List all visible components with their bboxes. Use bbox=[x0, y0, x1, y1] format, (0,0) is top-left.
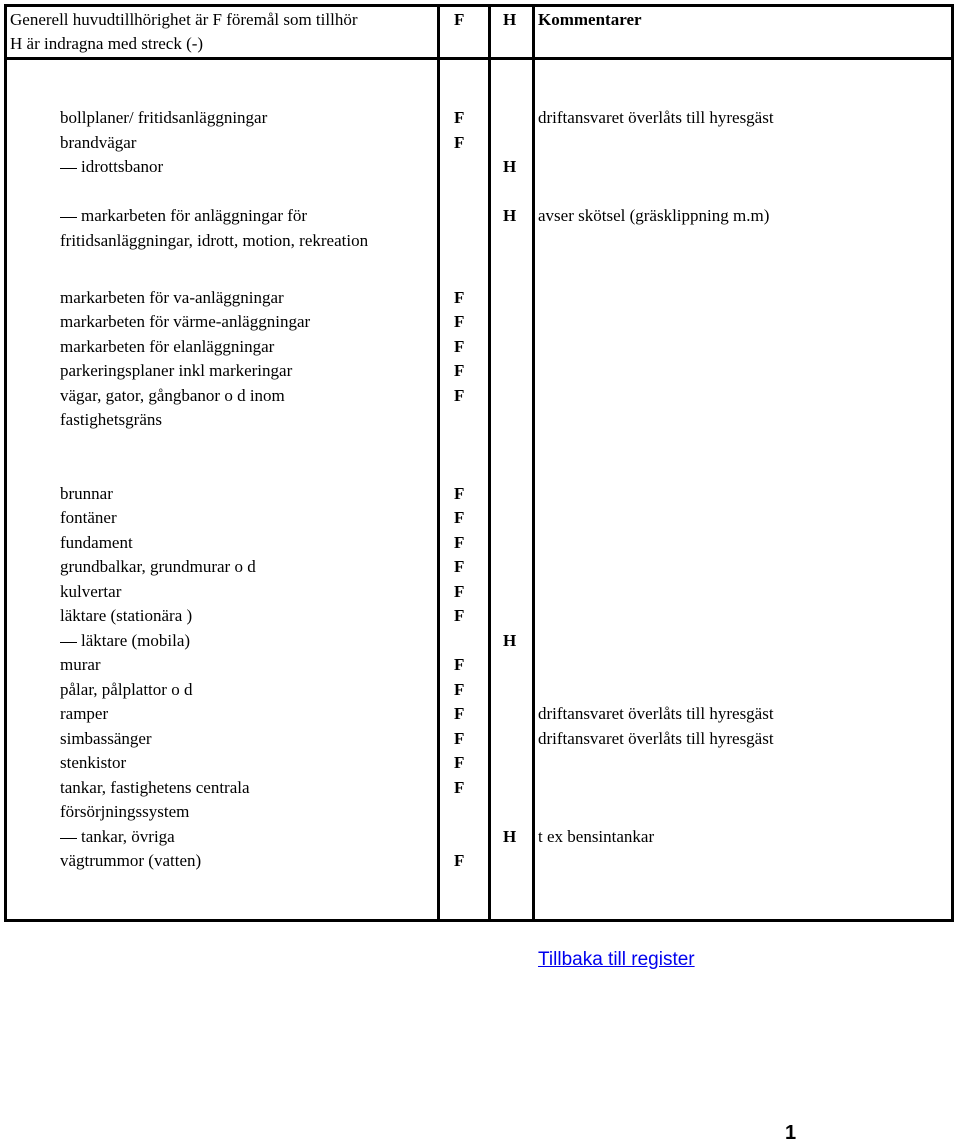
row-h-marker: H bbox=[503, 206, 517, 225]
row-label: läktare (stationära ) bbox=[60, 606, 193, 625]
row-label: bollplaner/ fritidsanläggningar bbox=[60, 108, 268, 127]
row-label: fundament bbox=[60, 533, 133, 552]
table-row-text bbox=[60, 133, 136, 153]
row-f-marker: F bbox=[454, 288, 465, 307]
row-f-marker: F bbox=[454, 484, 465, 503]
row-h-marker: H bbox=[503, 631, 517, 650]
back-to-register-link[interactable]: Tillbaka till register bbox=[538, 949, 695, 970]
row-f-marker: F bbox=[454, 582, 465, 601]
table-row-text bbox=[60, 386, 285, 406]
row-label: fritidsanläggningar, idrott, motion, rekreation bbox=[60, 231, 369, 250]
row-comment: t ex bensintankar bbox=[538, 827, 655, 846]
row-label: stenkistor bbox=[60, 753, 127, 772]
row-label: fastighetsgräns bbox=[60, 410, 162, 429]
row-label: ramper bbox=[60, 704, 109, 723]
page-number: 1 bbox=[785, 1122, 797, 1144]
header-divider bbox=[7, 57, 951, 60]
row-label: parkeringsplaner inkl markeringar bbox=[60, 361, 293, 380]
row-label: idrottsbanor bbox=[81, 157, 164, 176]
table-row-text bbox=[60, 288, 284, 308]
table-row-text bbox=[60, 337, 274, 357]
header-description-line2: H är indragna med streck (-) bbox=[10, 34, 204, 53]
table-row-text bbox=[60, 231, 368, 251]
row-f-marker: F bbox=[454, 361, 465, 380]
row-f-marker: F bbox=[454, 533, 465, 552]
header-col-h: H bbox=[503, 10, 517, 29]
row-f-marker: F bbox=[454, 606, 465, 625]
row-f-marker: F bbox=[454, 680, 465, 699]
row-f-marker: F bbox=[454, 655, 465, 674]
table-row-text bbox=[60, 851, 201, 871]
table-row-text bbox=[60, 655, 101, 675]
row-label: vägar, gator, gångbanor o d inom bbox=[60, 386, 285, 405]
row-f-marker: F bbox=[454, 312, 465, 331]
row-f-marker: F bbox=[454, 386, 465, 405]
table-row-text bbox=[60, 312, 310, 332]
table-row-text bbox=[60, 533, 133, 553]
table-row-text bbox=[60, 827, 175, 847]
row-f-marker: F bbox=[454, 133, 465, 152]
column-divider-comment bbox=[532, 7, 535, 919]
table-row-text bbox=[60, 802, 189, 822]
row-f-marker: F bbox=[454, 557, 465, 576]
indent-dash bbox=[60, 217, 77, 218]
table-row-text bbox=[60, 557, 256, 577]
indent-dash bbox=[60, 168, 77, 169]
row-label: brandvägar bbox=[60, 133, 137, 152]
row-f-marker: F bbox=[454, 704, 465, 723]
table-row-text bbox=[60, 729, 152, 749]
header-col-f: F bbox=[454, 10, 465, 29]
table-row-text bbox=[60, 704, 108, 724]
indent-dash bbox=[60, 642, 77, 643]
row-f-marker: F bbox=[454, 753, 465, 772]
row-label: kulvertar bbox=[60, 582, 122, 601]
row-h-marker: H bbox=[503, 827, 517, 846]
indent-dash bbox=[60, 838, 77, 839]
table-row-text bbox=[60, 680, 192, 700]
row-f-marker: F bbox=[454, 778, 465, 797]
row-f-marker: F bbox=[454, 851, 465, 870]
row-label: brunnar bbox=[60, 484, 113, 503]
table-row-text bbox=[60, 753, 126, 773]
row-label: pålar, pålplattor o d bbox=[60, 680, 193, 699]
column-divider-f bbox=[437, 7, 440, 919]
table-row-text bbox=[60, 410, 162, 430]
row-f-marker: F bbox=[454, 508, 465, 527]
table-row-text bbox=[60, 361, 292, 381]
row-h-marker: H bbox=[503, 157, 517, 176]
row-label: simbassänger bbox=[60, 729, 152, 748]
row-label: tankar, fastighetens centrala bbox=[60, 778, 250, 797]
row-label: markarbeten för anläggningar för bbox=[81, 206, 308, 225]
row-f-marker: F bbox=[454, 108, 465, 127]
table-row-text bbox=[60, 108, 267, 128]
table-row-text bbox=[60, 606, 192, 626]
row-label: tankar, övriga bbox=[81, 827, 175, 846]
table-row-text bbox=[60, 508, 117, 528]
table-row-text bbox=[60, 631, 190, 651]
header-col-comment: Kommentarer bbox=[538, 10, 642, 29]
row-label: markarbeten för elanläggningar bbox=[60, 337, 275, 356]
row-label: vägtrummor (vatten) bbox=[60, 851, 202, 870]
row-comment: driftansvaret överlåts till hyresgäst bbox=[538, 704, 774, 723]
table-row-text bbox=[60, 778, 250, 798]
table-row-text bbox=[60, 484, 113, 504]
table-row-text bbox=[60, 582, 121, 602]
row-label: murar bbox=[60, 655, 101, 674]
column-divider-h bbox=[488, 7, 491, 919]
row-comment: driftansvaret överlåts till hyresgäst bbox=[538, 729, 774, 748]
header-description-line1: Generell huvudtillhörighet är F föremål som tillhör bbox=[10, 10, 358, 29]
row-label: försörjningssystem bbox=[60, 802, 190, 821]
row-f-marker: F bbox=[454, 729, 465, 748]
table-row-text bbox=[60, 157, 163, 177]
row-label: markarbeten för va-anläggningar bbox=[60, 288, 284, 307]
row-label: grundbalkar, grundmurar o d bbox=[60, 557, 256, 576]
row-label: fontäner bbox=[60, 508, 117, 527]
row-comment: avser skötsel (gräsklippning m.m) bbox=[538, 206, 770, 225]
row-label: markarbeten för värme-anläggningar bbox=[60, 312, 311, 331]
table-row-text bbox=[60, 206, 307, 226]
row-label: läktare (mobila) bbox=[81, 631, 191, 650]
row-f-marker: F bbox=[454, 337, 465, 356]
row-comment: driftansvaret överlåts till hyresgäst bbox=[538, 108, 774, 127]
